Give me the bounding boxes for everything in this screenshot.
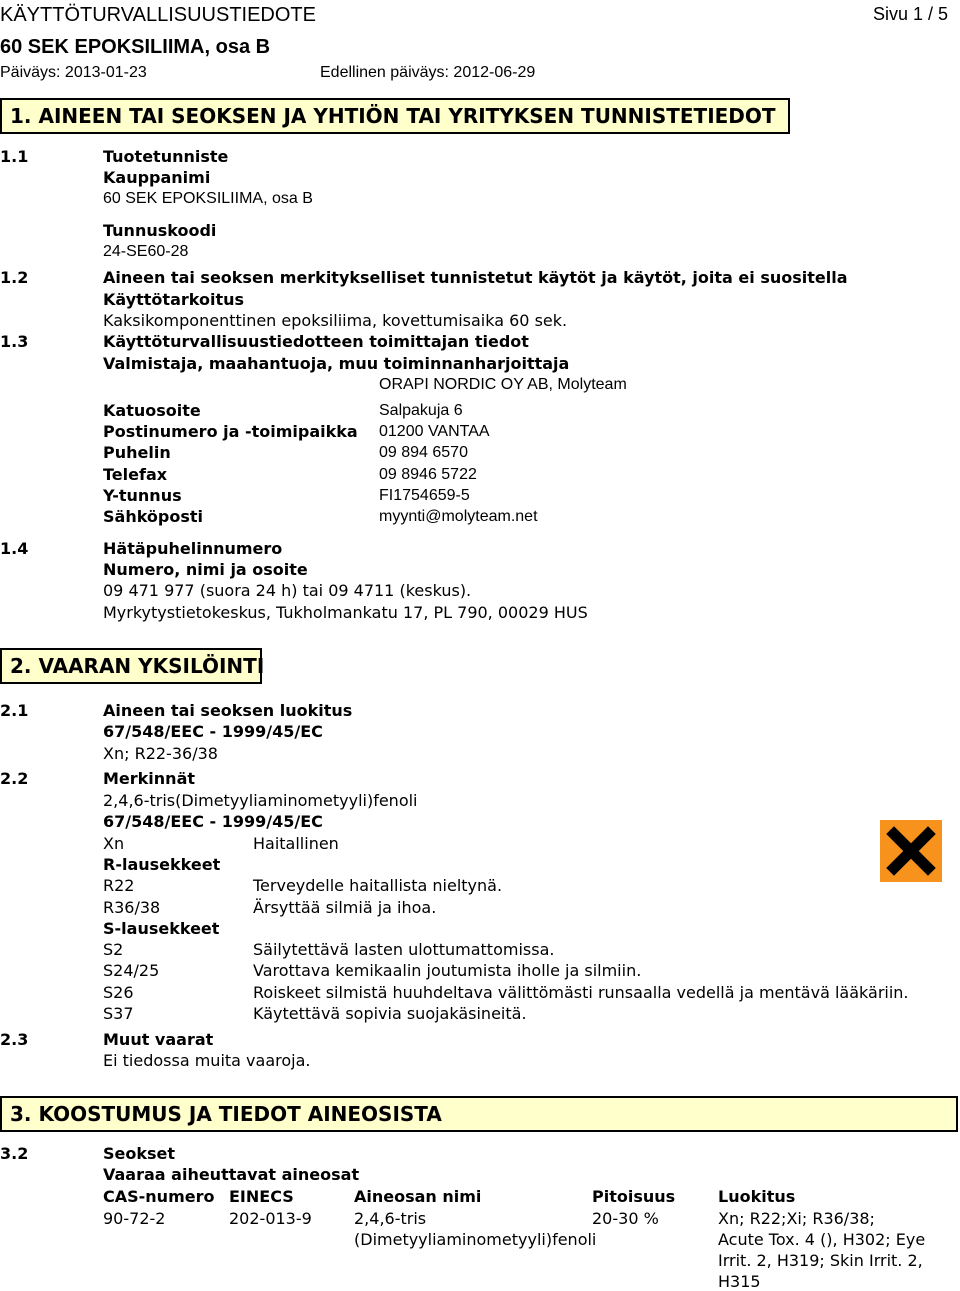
- harmful-x-icon: [880, 820, 942, 882]
- fax-label: Telefax: [103, 465, 168, 484]
- concentration: 20-30 %: [592, 1209, 659, 1228]
- emergency-subtitle: Numero, nimi ja osoite: [103, 560, 308, 579]
- label-substance: 2,4,6-tris(Dimetyyliaminometyyli)fenoli: [103, 791, 418, 810]
- section-1-1-title: Tuotetunniste: [103, 147, 229, 166]
- supplier-company: ORAPI NORDIC OY AB, Molyteam: [379, 376, 627, 393]
- page-number: Sivu 1 / 5: [873, 4, 949, 24]
- other-hazards-value: Ei tiedossa muita vaaroja.: [103, 1051, 311, 1070]
- s-phrase-code: S2: [103, 940, 124, 959]
- classification: Acute Tox. 4 (), H302; Eye: [718, 1230, 926, 1249]
- column-header: Aineosan nimi: [354, 1187, 482, 1206]
- column-header: Pitoisuus: [592, 1187, 676, 1206]
- section-2-1-title: Aineen tai seoksen luokitus: [103, 701, 353, 720]
- s-phrase-text: Säilytettävä lasten ulottumattomissa.: [253, 940, 555, 959]
- r-phrase-text: Terveydelle haitallista nieltynä.: [253, 876, 503, 895]
- r-phrase-code: R36/38: [103, 898, 161, 917]
- einecs-number: 202-013-9: [229, 1209, 312, 1228]
- section-2-1-number: 2.1: [0, 701, 29, 720]
- classification: Xn; R22;Xi; R36/38;: [718, 1209, 875, 1228]
- intended-use-label: Käyttötarkoitus: [103, 290, 245, 309]
- trade-name-value: 60 SEK EPOKSILIIMA, osa B: [103, 190, 313, 207]
- column-header: EINECS: [229, 1187, 294, 1206]
- r-phrase-text: Ärsyttää silmiä ja ihoa.: [253, 898, 437, 917]
- phone-value: 09 894 6570: [379, 444, 468, 461]
- section-3-heading: 3. KOOSTUMUS JA TIEDOT AINEOSISTA: [0, 1096, 958, 1132]
- document-title: KÄYTTÖTURVALLISUUSTIEDOTE: [0, 4, 316, 26]
- section-3-2-number: 3.2: [0, 1144, 29, 1163]
- product-code-label: Tunnuskoodi: [103, 221, 217, 240]
- s-phrase-code: S26: [103, 983, 134, 1002]
- section-1-3-title: Käyttöturvallisuustiedotteen toimittajan tiedot: [103, 332, 529, 351]
- product-code-value: 24-SE60-28: [103, 243, 189, 260]
- postal-code-value: 01200 VANTAA: [379, 423, 490, 440]
- fax-value: 09 8946 5722: [379, 466, 477, 483]
- trade-name-label: Kauppanimi: [103, 168, 211, 187]
- component-name: (Dimetyyliaminometyyli)fenoli: [354, 1230, 597, 1249]
- label-directive: 67/548/EEC - 1999/45/EC: [103, 812, 323, 831]
- column-header: Luokitus: [718, 1187, 796, 1206]
- street-address-value: Salpakuja 6: [379, 402, 463, 419]
- classification-directive: 67/548/EEC - 1999/45/EC: [103, 722, 323, 741]
- section-2-2-title: Merkinnät: [103, 769, 196, 788]
- product-name: 60 SEK EPOKSILIIMA, osa B: [0, 36, 271, 58]
- previous-date: Edellinen päiväys: 2012-06-29: [320, 64, 536, 81]
- section-1-2-number: 1.2: [0, 268, 29, 287]
- section-1-4-title: Hätäpuhelinnumero: [103, 539, 283, 558]
- section-1-heading: 1. AINEEN TAI SEOKSEN JA YHTIÖN TAI YRITYKSEN TUNNISTETIEDOT: [0, 98, 790, 134]
- classification-value: Xn; R22-36/38: [103, 744, 218, 763]
- section-1-4-number: 1.4: [0, 539, 29, 558]
- cas-number: 90-72-2: [103, 1209, 166, 1228]
- hazardous-components-title: Vaaraa aiheuttavat aineosat: [103, 1165, 360, 1184]
- classification: Irrit. 2, H319; Skin Irrit. 2,: [718, 1251, 923, 1270]
- s-phrase-text: Varottava kemikaalin joutumista iholle ja silmiin.: [253, 961, 642, 980]
- business-id-value: FI1754659-5: [379, 487, 470, 504]
- supplier-label: Valmistaja, maahantuoja, muu toiminnanharjoittaja: [103, 354, 570, 373]
- postal-code-label: Postinumero ja -toimipaikka: [103, 422, 358, 441]
- column-header: CAS-numero: [103, 1187, 215, 1206]
- hazard-symbol-code: Xn: [103, 834, 125, 853]
- section-2-heading: 2. VAARAN YKSILÖINTI: [0, 648, 262, 684]
- business-id-label: Y-tunnus: [103, 486, 182, 505]
- hazard-symbol-text: Haitallinen: [253, 834, 339, 853]
- classification: H315: [718, 1272, 761, 1291]
- s-phrase-code: S24/25: [103, 961, 160, 980]
- section-1-3-number: 1.3: [0, 332, 29, 351]
- intended-use-value: Kaksikomponenttinen epoksiliima, kovettumisaika 60 sek.: [103, 311, 568, 330]
- phone-label: Puhelin: [103, 443, 171, 462]
- email-value: myynti@molyteam.net: [379, 508, 538, 525]
- section-2-3-title: Muut vaarat: [103, 1030, 214, 1049]
- s-phrase-text: Roiskeet silmistä huuhdeltava välittömästi runsaalla vedellä ja mentävä lääkäriin.: [253, 983, 909, 1002]
- section-1-2-title: Aineen tai seoksen merkitykselliset tunnistetut käytöt ja käytöt, joita ei suositella: [103, 268, 848, 287]
- section-2-3-number: 2.3: [0, 1030, 29, 1049]
- s-phrases-title: S-lausekkeet: [103, 919, 220, 938]
- emergency-numbers: 09 471 977 (suora 24 h) tai 09 4711 (keskus).: [103, 581, 472, 600]
- street-address-label: Katuosoite: [103, 401, 201, 420]
- component-name: 2,4,6-tris: [354, 1209, 427, 1228]
- s-phrase-text: Käytettävä sopivia suojakäsineitä.: [253, 1004, 527, 1023]
- poison-centre: Myrkytystietokeskus, Tukholmankatu 17, PL 790, 00029 HUS: [103, 603, 588, 622]
- email-label: Sähköposti: [103, 507, 204, 526]
- section-1-1-number: 1.1: [0, 147, 29, 166]
- section-3-2-title: Seokset: [103, 1144, 176, 1163]
- r-phrases-title: R-lausekkeet: [103, 855, 221, 874]
- r-phrase-code: R22: [103, 876, 135, 895]
- date: Päiväys: 2013-01-23: [0, 64, 147, 81]
- s-phrase-code: S37: [103, 1004, 134, 1023]
- section-2-2-number: 2.2: [0, 769, 29, 788]
